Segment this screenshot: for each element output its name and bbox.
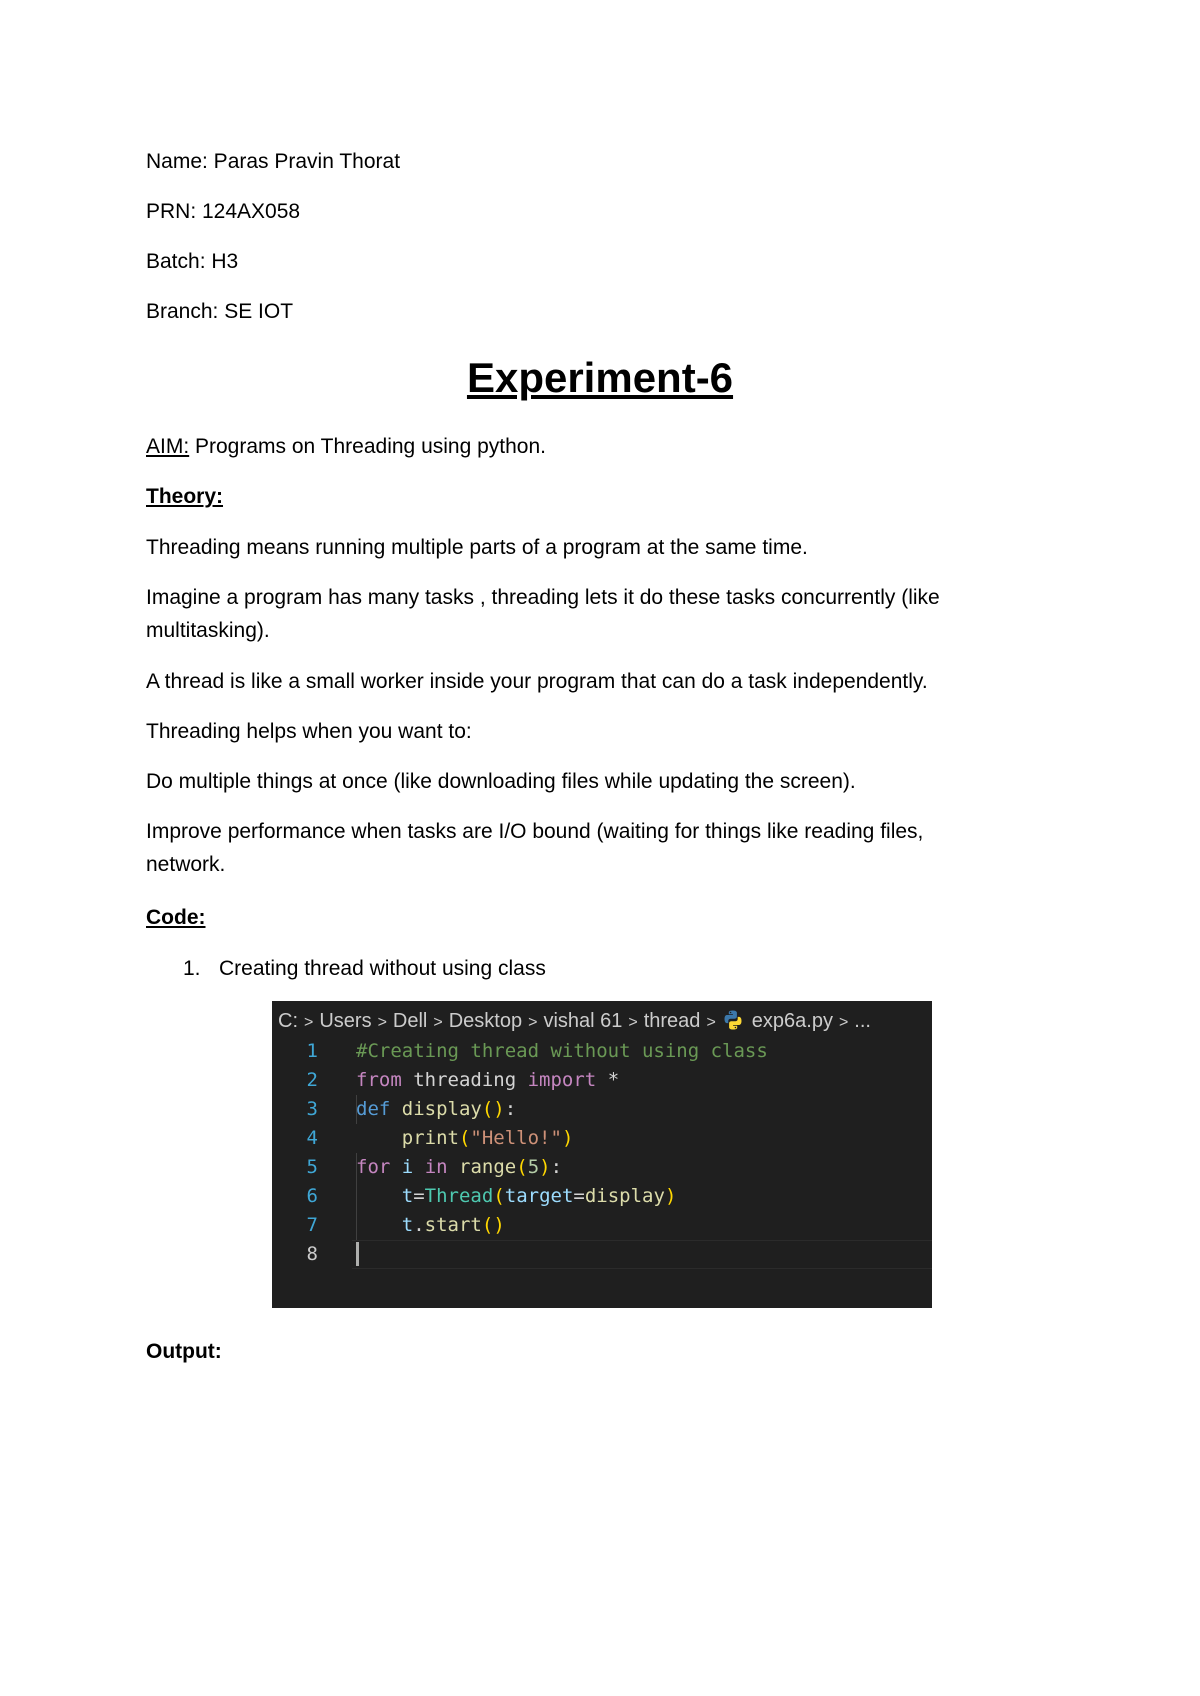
chevron-right-icon: > xyxy=(304,1014,314,1031)
code-line xyxy=(272,1095,932,1124)
code-token: ) xyxy=(664,1185,677,1207)
code-token: display xyxy=(401,1098,482,1120)
breadcrumb-item: thread xyxy=(643,1010,701,1032)
breadcrumb-file: exp6a.py xyxy=(751,1010,833,1032)
code-token xyxy=(413,1156,424,1178)
code-token: start xyxy=(424,1214,482,1236)
code-token: in xyxy=(424,1156,448,1178)
breadcrumb-item: ... xyxy=(854,1010,871,1032)
list-item xyxy=(183,956,546,982)
student-name: Name: Paras Pravin Thorat xyxy=(146,150,401,173)
line-number: 4 xyxy=(306,1127,318,1149)
theory-heading xyxy=(146,484,223,510)
code-token: target xyxy=(504,1185,574,1207)
code-text xyxy=(356,1124,573,1153)
theory-paragraph: Threading helps when you want to: xyxy=(146,720,472,743)
output-heading-text: Output: xyxy=(146,1340,222,1363)
chevron-right-icon: > xyxy=(528,1014,538,1031)
code-text xyxy=(356,1066,619,1095)
code-token: Thread xyxy=(424,1185,494,1207)
student-prn: PRN: 124AX058 xyxy=(146,200,301,223)
code-heading xyxy=(146,905,206,931)
code-token: : xyxy=(504,1098,517,1120)
code-token xyxy=(356,1127,402,1149)
code-token: ) xyxy=(561,1127,574,1149)
aim-line xyxy=(146,434,546,460)
code-token: = xyxy=(573,1185,585,1207)
code-token: ( xyxy=(458,1127,471,1149)
code-token: : xyxy=(550,1156,563,1178)
code-token xyxy=(448,1156,459,1178)
line-number: 3 xyxy=(306,1098,318,1120)
code-token: = xyxy=(413,1185,425,1207)
code-token xyxy=(356,1185,402,1207)
line-number: 6 xyxy=(306,1185,318,1207)
code-line xyxy=(272,1240,932,1269)
line-number: 2 xyxy=(306,1069,318,1091)
code-text xyxy=(356,1095,516,1124)
chevron-right-icon: > xyxy=(706,1014,716,1031)
code-line xyxy=(272,1153,932,1182)
code-screenshot xyxy=(272,1001,932,1308)
code-token: ( xyxy=(493,1185,505,1207)
page-title: Experiment-6 xyxy=(466,354,734,401)
code-token: t xyxy=(401,1214,414,1236)
aim-text: Programs on Threading using python. xyxy=(189,435,546,458)
code-text xyxy=(356,1182,676,1211)
line-number: 1 xyxy=(306,1040,318,1062)
aim-label: AIM: xyxy=(146,435,190,458)
code-token: t xyxy=(401,1185,414,1207)
code-line xyxy=(272,1037,932,1066)
code-token: threading xyxy=(401,1069,528,1091)
line-number: 5 xyxy=(306,1156,318,1178)
code-token xyxy=(356,1214,402,1236)
code-token: range xyxy=(459,1156,517,1178)
code-token: () xyxy=(481,1098,505,1120)
list-item-text: Creating thread without using class xyxy=(219,957,546,980)
breadcrumb-item: C: xyxy=(278,1010,298,1032)
code-line xyxy=(272,1124,932,1153)
code-token: print xyxy=(401,1127,459,1149)
line-number: 8 xyxy=(306,1243,318,1265)
code-line xyxy=(272,1211,932,1240)
code-token: 5 xyxy=(527,1156,540,1178)
code-token: from xyxy=(356,1069,402,1091)
student-batch: Batch: H3 xyxy=(146,250,239,273)
breadcrumb-item: Dell xyxy=(392,1010,428,1032)
theory-paragraph: Improve performance when tasks are I/O bound (waiting for things like reading files, network. xyxy=(146,820,924,876)
code-line xyxy=(272,1066,932,1095)
breadcrumb-item: Users xyxy=(319,1010,372,1032)
chevron-right-icon: > xyxy=(628,1014,638,1031)
output-heading xyxy=(146,1339,222,1365)
code-text xyxy=(356,1153,562,1182)
code-token xyxy=(390,1156,401,1178)
breadcrumb-item: vishal 61 xyxy=(543,1010,623,1032)
chevron-right-icon: > xyxy=(838,1014,849,1031)
code-token: () xyxy=(481,1214,505,1236)
code-text xyxy=(356,1211,505,1240)
breadcrumb-item: Desktop xyxy=(448,1010,523,1032)
python-icon xyxy=(722,1009,744,1039)
chevron-right-icon: > xyxy=(433,1014,443,1031)
code-token: display xyxy=(584,1185,665,1207)
breadcrumb xyxy=(278,1007,871,1035)
code-token: * xyxy=(596,1069,620,1091)
code-token: ( xyxy=(516,1156,528,1178)
theory-paragraph: Threading means running multiple parts of a program at the same time. xyxy=(146,536,808,559)
theory-heading-text: Theory: xyxy=(146,485,224,508)
theory-paragraph: Do multiple things at once (like downloading files while updating the screen). xyxy=(146,770,856,793)
code-token xyxy=(390,1098,401,1120)
list-item-number: 1. xyxy=(183,957,201,980)
code-token: #Creating thread without using class xyxy=(356,1040,768,1062)
theory-paragraph: Imagine a program has many tasks , threading lets it do these tasks concurrently (like multitasking). xyxy=(146,586,940,642)
code-text xyxy=(356,1037,768,1066)
theory-paragraph: A thread is like a small worker inside your program that can do a task independently. xyxy=(146,670,928,693)
code-token: for xyxy=(356,1156,391,1178)
code-line xyxy=(272,1182,932,1211)
code-heading-text: Code: xyxy=(146,906,206,929)
code-token: i xyxy=(401,1156,414,1178)
code-token: ) xyxy=(539,1156,551,1178)
code-token: def xyxy=(356,1098,391,1120)
student-branch: Branch: SE IOT xyxy=(146,300,294,323)
chevron-right-icon: > xyxy=(377,1014,387,1031)
code-token: . xyxy=(413,1214,425,1236)
code-token: "Hello!" xyxy=(470,1127,562,1149)
code-token: import xyxy=(527,1069,597,1091)
line-number: 7 xyxy=(306,1214,318,1236)
